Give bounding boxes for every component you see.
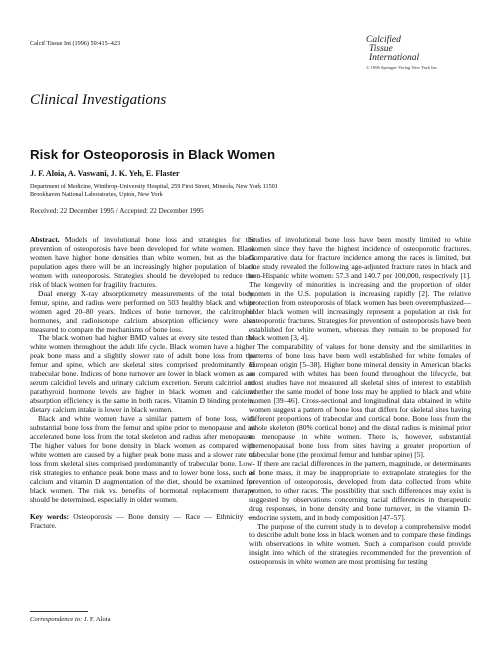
footnote-divider — [30, 611, 88, 612]
logo-copyright: © 1996 Springer-Verlag New York Inc. — [366, 65, 439, 70]
section-label: Clinical Investigations — [30, 92, 167, 108]
running-head-citation: Calcif Tissue Int (1996) 59:415–423 — [30, 40, 121, 47]
author-list: J. F. Aloia, A. Vaswani, J. K. Yeh, E. Flaster — [30, 169, 180, 178]
article-title: Risk for Osteoporosis in Black Women — [30, 147, 276, 162]
abstract-paragraph — [30, 236, 255, 290]
logo-line-tissue: Tissue — [369, 44, 393, 54]
keywords-label: Key words: — [30, 511, 69, 521]
body-paragraph: Studies of involutional bone loss have been mostly limited to white women since they have the highest incidence of osteoporotic fractures. Comparative data for fracture incidence among the races is limited, but one study revealed the following age-adjusted fracture rates in black and non-Hispanic white women: 57.3 and 140.7 per 100,000, respectively [1]. The longevity of minorities is increasing and the proportion of older women in the U.S. population is increasing rapidly [2]. The relative protection from osteoporosis of black women has been overemphasized—older black women will increasingly represent a population at risk for osteoporotic fractures. Strategies for prevention of osteoporosis have been established for white women, whereas they remain to be proposed for black women [3, 4]. — [249, 235, 471, 343]
left-column — [30, 236, 255, 531]
abstract-label: Abstract. — [30, 235, 60, 244]
keywords-text: Osteoporosis — Bone density — Race — Ethnicity — Fracture. — [30, 511, 256, 530]
affiliation-line: Department of Medicine, Winthrop-University Hospital, 259 First Street, Mineola, New York 11501 — [30, 183, 278, 190]
journal-logo — [366, 36, 474, 70]
abstract-paragraph: Black and white women have a similar pattern of bone loss, with substantial bone loss from the femur and spine prior to menopause and an accelerated bone loss from the total skeleton and radius after menopause. The higher values for bone density in black women as compared with white women are caused by a higher peak bone mass and a slower rate of loss from skeletal sites comprised predominantly of trabecular bone. Low-risk strategies to enhance peak bone mass and to lower bone loss, such as calcium and vitamin D augmentation of the diet, should be examined for black women. The risk vs. benefits of hormonal replacement therapy should be determined, especially in older women. — [30, 414, 255, 504]
logo-line-calcified: Calcified — [366, 35, 401, 45]
affiliation-line: Brookhaven National Laboratories, Upton, New York — [30, 191, 163, 198]
body-paragraph: If there are racial differences in the pattern, magnitude, or determinants of bone mass, it may be inappropriate to extrapolate strategies for the prevention of osteoporosis, developed from data collected from white women, to other races. The possibility that such differences may exist is suggested by observations concerning racial differences in therapeutic drug responses, in bone density and bone turnover, in the vitamin D-endocrine system, and in body composition [47–57]. — [249, 458, 471, 522]
abstract-text: Models of involutional bone loss and strategies for the prevention of osteoporosis have been developed for white women. Black women have higher bone densities than white women, but as the black population ages there will be an increasingly higher population of black women with osteoporosis. Strategies should be developed to reduce the risk of black women for fragility fractures. — [30, 235, 255, 289]
footnote-name: J. F. Aloia — [83, 616, 111, 623]
right-column — [249, 236, 471, 567]
body-paragraph: The comparability of values for bone density and the similarities in patterns of bone loss have been well established for white females of European origin [5–38]. Higher bone mineral density in American blacks as compared with whites has been found throughout the lifecycle, but most studies have not measured all skeletal sites of interest to establish whether the same model of bone loss may be applied to black and white women [39–46]. Cross-sectional and longitudinal data obtained in white women suggest a pattern of bone loss that differs for skeletal sites having different proportions of trabecular and cortical bone. Bone loss from the whole skeleton (80% cortical bone) and the distal radius is minimal prior to menopause in white women. There is, however, substantial premenopausal bone loss from sites having a greater proportion of trabecular bone (the proximal femur and lumbar spine) [5]. — [249, 342, 471, 459]
logo-line-international: International — [369, 53, 420, 63]
correspondence-footnote — [30, 616, 111, 623]
body-paragraph: The purpose of the current study is to develop a comprehensive model to describe adult bone loss in black women and to compare these findings with observations in white women. Such a comparison could provide insight into which of the strategies recommended for the prevention of osteoporosis in white women are most promising for testing — [249, 521, 471, 567]
abstract-paragraph: Dual energy X-ray absorptiometry measurements of the total body, femur, spine, and radius were performed on 503 healthy black and white women aged 20–80 years. Indices of bone turnover, the calcitrophic hormones, and radioisotope calcium absorption efficiency were also measured to compare the mechanisms of bone loss. — [30, 288, 255, 334]
abstract-paragraph: The black women had higher BMD values at every site tested than the white women throughout the adult life cycle. Black women have a higher peak bone mass and a slightly slower rate of adult bone loss from the femur and spine, which are skeletal sites comprised predominantly of trabecular bone. Indices of bone turnover are lower in black women as are serum calcidiol levels and urinary calcium excretion. Serum calcitriol and parathyroid hormone levels are higher in black women and calcium absorption efficiency is the same in both races. Vitamin D binding protein, dietary calcium intake is lower in black women. — [30, 333, 255, 415]
footnote-label: Correspondence to: — [30, 616, 83, 623]
affiliation-block — [30, 183, 278, 199]
keywords-line — [30, 513, 255, 531]
received-accepted-dates: Received: 22 December 1995 / Accepted: 22 December 1995 — [30, 207, 204, 215]
